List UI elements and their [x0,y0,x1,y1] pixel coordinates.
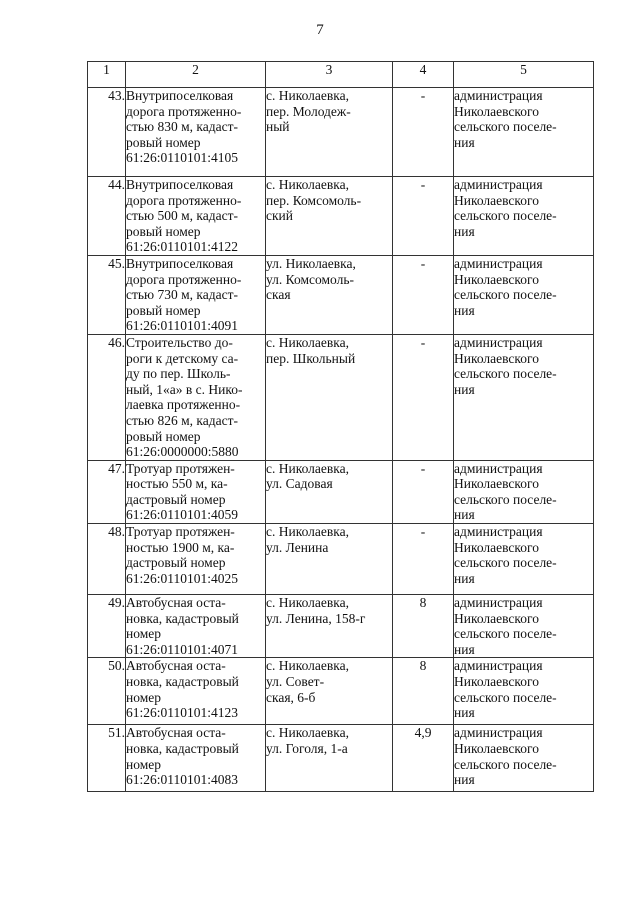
owner-cell-text: администрация Николаевского сельского поселе- ния [454,334,557,397]
value-cell-text: 4,9 [414,725,432,741]
address-cell-text: с. Николаевка, пер. Комсомоль- ский [266,177,362,224]
table-row [88,725,594,792]
value-cell [393,88,454,177]
owner-cell [454,88,594,177]
address-cell-text: с. Николаевка, ул. Ленина, 158-г [266,595,366,626]
owner-cell [454,334,594,460]
address-cell-text: ул. Николаевка, ул. Комсомоль- ская [266,255,356,303]
owner-cell-text: администрация Николаевского сельского поселе- ния [454,595,557,657]
address-cell-text: с. Николаевка, ул. Садовая [266,460,349,492]
value-cell-text: - [420,177,426,192]
value-cell-text: 8 [419,658,427,674]
property-table [87,61,594,792]
row-number-cell-text: 45. [108,255,125,271]
object-name-cell [126,725,266,792]
object-name-cell-text: Внутрипоселковая дорога протяженно- стью 830 м, кадаст- ровый номер 61:26:0110101:4105 [126,88,242,166]
table-row [88,658,594,725]
owner-cell-text: администрация Николаевского сельского поселе- ния [454,725,557,788]
row-number-cell [88,658,126,725]
owner-cell-text: администрация Николаевского сельского поселе- ния [454,88,557,150]
value-cell [393,334,454,460]
row-number-cell-text: 48. [108,524,125,540]
owner-cell-text: администрация Николаевского сельского поселе- ния [454,460,557,523]
value-cell-text: 8 [419,595,427,611]
address-cell [266,334,393,460]
value-cell [393,177,454,256]
row-number-cell [88,88,126,177]
address-cell [266,177,393,256]
value-cell [393,255,454,334]
page-number: 7 [316,22,324,38]
object-name-cell [126,334,266,460]
owner-cell [454,658,594,725]
address-cell [266,88,393,177]
table-row [88,524,594,595]
object-name-cell [126,524,266,595]
row-number-cell [88,255,126,334]
object-name-cell [126,595,266,658]
table-row [88,177,594,256]
address-cell-text: с. Николаевка, ул. Совет- ская, 6-б [266,658,349,705]
row-number-cell-text: 44. [108,177,125,192]
owner-cell [454,255,594,334]
table-row [88,88,594,177]
address-cell [266,524,393,595]
object-name-cell-text: Автобусная оста- новка, кадастровый номер 61:26:0110101:4123 [126,658,239,721]
row-number-cell [88,725,126,792]
address-cell [266,460,393,523]
table-row [88,460,594,523]
owner-cell-text: администрация Николаевского сельского поселе- ния [454,177,557,239]
object-name-cell [126,255,266,334]
owner-cell-text: администрация Николаевского сельского поселе- ния [454,255,557,318]
row-number-cell [88,595,126,658]
header-col-3: 3 [266,62,393,88]
header-col-1: 1 [88,62,126,88]
table-row [88,334,594,460]
address-cell [266,725,393,792]
object-name-cell-text: Тротуар протяжен- ностью 550 м, ка- дастровый номер 61:26:0110101:4059 [126,460,239,523]
table-row [88,595,594,658]
table-row [88,255,594,334]
row-number-cell-text: 49. [108,595,125,611]
object-name-cell [126,88,266,177]
address-cell-text: с. Николаевка, пер. Молодеж- ный [266,88,351,135]
row-number-cell-text: 50. [108,658,125,674]
object-name-cell-text: Внутрипоселковая дорога протяженно- стью 730 м, кадаст- ровый номер 61:26:0110101:4091 [126,255,242,334]
row-number-cell-text: 47. [108,460,125,476]
row-number-cell-text: 43. [108,88,125,103]
owner-cell [454,595,594,658]
owner-cell [454,460,594,523]
header-col-2: 2 [126,62,266,88]
object-name-cell [126,460,266,523]
object-name-cell-text: Строительство до- роги к детскому са- ду по пер. Школь- ный, 1«а» в с. Нико- лаевка протяженно- стью 826 м, кадаст- ровый номер 61:26:0000000:5880 [126,334,243,460]
table-header-row [88,62,594,88]
address-cell-text: с. Николаевка, ул. Гоголя, 1-а [266,725,349,757]
owner-cell-text: администрация Николаевского сельского поселе- ния [454,524,557,586]
header-col-4: 4 [393,62,454,88]
object-name-cell [126,177,266,256]
header-col-5: 5 [454,62,594,88]
value-cell [393,460,454,523]
object-name-cell-text: Внутрипоселковая дорога протяженно- стью 500 м, кадаст- ровый номер 61:26:0110101:4122 [126,177,242,255]
value-cell [393,595,454,658]
row-number-cell [88,177,126,256]
owner-cell [454,177,594,256]
object-name-cell-text: Тротуар протяжен- ностью 1900 м, ка- дастровый номер 61:26:0110101:4025 [126,524,239,586]
row-number-cell-text: 51. [108,725,125,741]
owner-cell [454,524,594,595]
value-cell-text: - [420,255,426,271]
row-number-cell [88,334,126,460]
object-name-cell [126,658,266,725]
row-number-cell-text: 46. [108,334,125,350]
owner-cell-text: администрация Николаевского сельского поселе- ния [454,658,557,721]
value-cell [393,725,454,792]
object-name-cell-text: Автобусная оста- новка, кадастровый номер 61:26:0110101:4083 [126,725,239,788]
object-name-cell-text: Автобусная оста- новка, кадастровый номер 61:26:0110101:4071 [126,595,239,657]
row-number-cell [88,460,126,523]
row-number-cell [88,524,126,595]
address-cell [266,658,393,725]
value-cell-text: - [420,524,426,540]
address-cell [266,255,393,334]
owner-cell [454,725,594,792]
value-cell-text: - [420,460,426,476]
address-cell-text: с. Николаевка, пер. Школьный [266,334,356,366]
value-cell [393,524,454,595]
address-cell [266,595,393,658]
value-cell-text: - [420,88,426,103]
value-cell-text: - [420,334,426,350]
value-cell [393,658,454,725]
address-cell-text: с. Николаевка, ул. Ленина [266,524,349,555]
